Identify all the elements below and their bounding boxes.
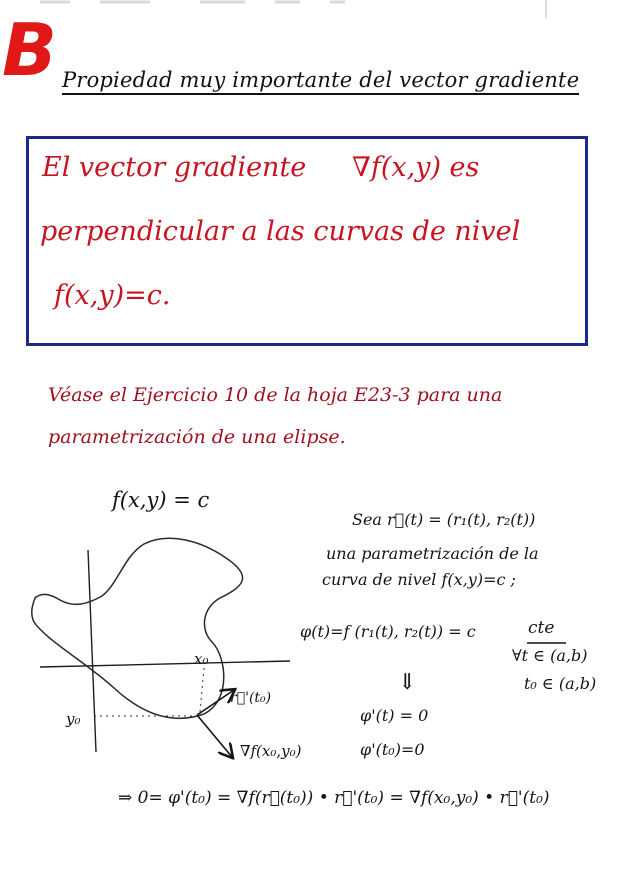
y0-label: y₀: [66, 710, 81, 728]
gradient-vector: [197, 715, 232, 757]
implies-arrow: ⇓: [398, 670, 417, 695]
forall-label: ∀t ∈ (a,b): [512, 646, 588, 665]
note-line-2: parametrización de una elipse.: [48, 426, 346, 448]
t0-label: t₀ ∈ (a,b): [524, 674, 597, 693]
x-axis: [40, 661, 290, 667]
section-letter: B: [2, 8, 57, 92]
curve-label: f(x,y) = c: [112, 488, 210, 512]
curva-line: curva de nivel f(x,y)=c ;: [322, 570, 516, 589]
phi-prime: φ'(t) = 0: [360, 706, 429, 725]
phi-definition: φ(t)=f (r₁(t), r₂(t)) = c: [300, 622, 476, 641]
param-line: una parametrización de la: [326, 544, 539, 563]
conclusion-equation: ⇒ 0= φ'(t₀) = ∇f(r⃗(t₀)) • r⃗'(t₀) = ∇f(x₀,y₀) • r⃗'(t₀): [118, 788, 550, 808]
cte-label: cte: [528, 618, 555, 638]
phi-prime-t0: φ'(t₀)=0: [360, 740, 425, 759]
x0-guide: [200, 668, 204, 712]
tangent-label: r⃗'(t₀): [230, 690, 272, 706]
theorem-line-3: f(x,y)=c.: [54, 280, 171, 311]
theorem-line-1a: El vector gradiente: [42, 152, 307, 183]
section-title: Propiedad muy importante del vector gradiente: [62, 68, 579, 95]
sea-line: Sea r⃗(t) = (r₁(t), r₂(t)): [352, 510, 536, 529]
y-axis: [88, 550, 96, 752]
theorem-line-1b: ∇f(x,y) es: [352, 152, 480, 183]
gradient-label: ∇f(x₀,y₀): [240, 742, 302, 760]
x0-label: x₀: [194, 650, 209, 668]
note-line-1: Véase el Ejercicio 10 de la hoja E23-3 para una: [48, 384, 503, 406]
level-curve: [32, 538, 243, 718]
theorem-line-2: perpendicular a las curvas de nivel: [40, 216, 521, 247]
tangent-vector: [197, 690, 234, 715]
